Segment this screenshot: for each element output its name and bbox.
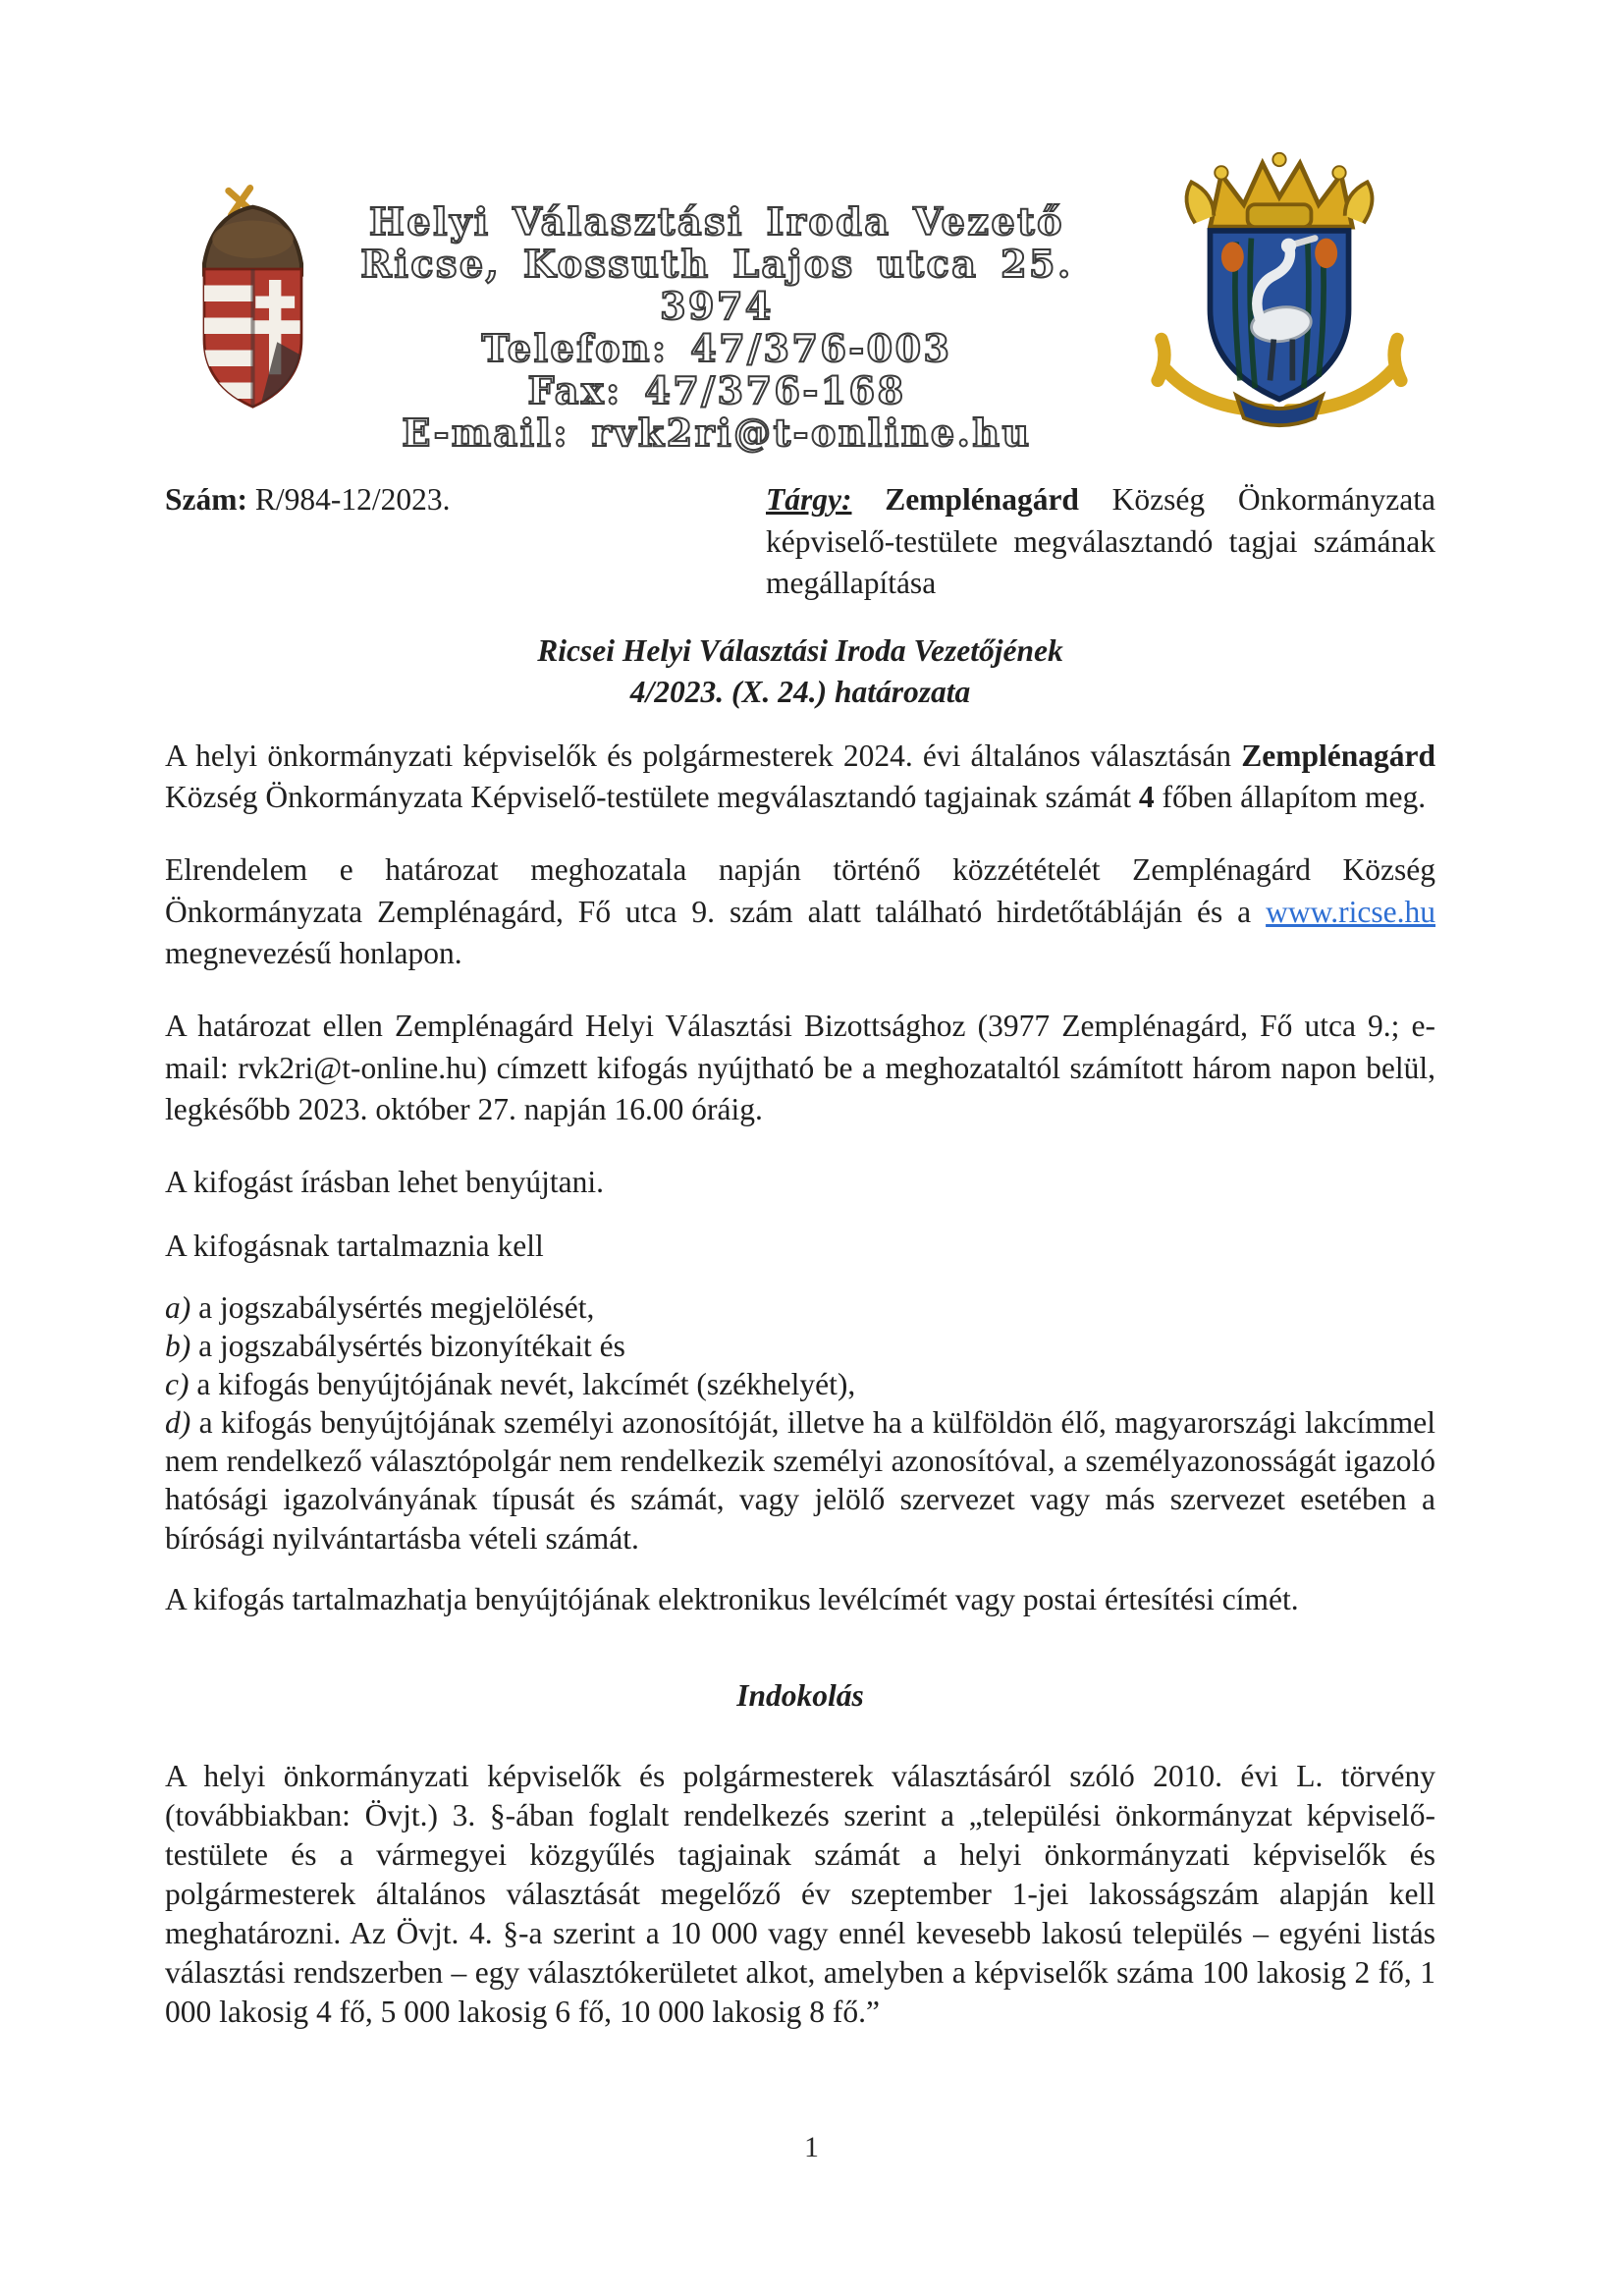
office-title: Helyi Választási Iroda Vezető	[368, 199, 1065, 244]
crown-shape	[1187, 153, 1373, 227]
subject-bold: Zemplénagárd	[885, 482, 1079, 517]
paragraph-must-contain: A kifogásnak tartalmaznia kell	[165, 1228, 544, 1263]
p1-pre: A helyi önkormányzati képviselők és polgármesterek 2024. évi általános választásán	[165, 738, 1232, 773]
fax-line: Fax: 47/376-168	[527, 367, 906, 412]
paragraph-appeal: A határozat ellen Zemplénagárd Helyi Választási Bizottsághoz (3977 Zemplénagárd, Fő utca 9.; e-mail: rvk2ri@t-online.hu) címzett kifogás nyújtható be a meghozataltól számított három napon belül, legkésőbb 2023. október 27. napján 16.00 óráig.	[165, 1009, 1435, 1127]
list-text-b: a jogszabálysértés bizonyítékait és	[198, 1329, 625, 1364]
paragraph-optional-content: A kifogás tartalmazhatja benyújtójának elektronikus levélcímét vagy postai értesítési címét.	[165, 1581, 1299, 1616]
zemplenagard-coat-of-arms	[1137, 130, 1422, 429]
list-item-c	[165, 1365, 1435, 1403]
p1-mid: Község Önkormányzata Képviselő-testülete megválasztandó tagjainak számát	[165, 780, 1132, 815]
office-address: Ricse, Kossuth Lajos utca 25.	[360, 241, 1073, 286]
phone-line: Telefon: 47/376-003	[481, 325, 952, 370]
list-item-d	[165, 1403, 1435, 1557]
paragraph-publication	[165, 849, 1435, 975]
case-number-value: R/984-12/2023.	[254, 482, 451, 517]
justification-heading: Indokolás	[736, 1678, 864, 1714]
email-line: E-mail: rvk2ri@t-online.hu	[402, 410, 1032, 455]
case-number	[165, 479, 451, 521]
list-marker-d: d)	[165, 1405, 191, 1441]
list-item-a	[165, 1288, 1435, 1327]
complaint-requirements-list	[165, 1288, 1435, 1557]
subject-label: Tárgy:	[766, 482, 852, 517]
list-marker-a: a)	[165, 1290, 191, 1326]
list-marker-c: c)	[165, 1367, 189, 1402]
list-item-b	[165, 1327, 1435, 1365]
letterhead	[295, 201, 1139, 455]
list-text-a: a jogszabálysértés megjelölését,	[198, 1290, 595, 1326]
subject-block	[766, 479, 1435, 605]
list-text-c: a kifogás benyújtójának nevét, lakcímét (székhelyét),	[196, 1367, 856, 1402]
p2-post: megnevezésű honlapon.	[165, 936, 462, 971]
paragraph-written-form: A kifogást írásban lehet benyújtani.	[165, 1165, 605, 1200]
document-content	[165, 479, 1435, 2062]
postal-code: 3974	[660, 283, 774, 328]
list-text-d: a kifogás benyújtójának személyi azonosítóját, illetve ha a külföldön élő, magyarországi lakcímmel nem rendelkező választópolgár nem rendelkezik személyi azonosítóval, a személyazonosságát igazoló hatósági igazolványának típusát és számát, vagy jelölő szervezet vagy más szervezet esetében a bírósági nyilvántartásba vételi számát.	[165, 1405, 1436, 1556]
p2-pre: Elrendelem e határozat meghozatala napján történő közzétételét Zemplénagárd Község Önkormányzata Zemplénagárd, Fő utca 9. szám alatt található hirdetőtábláján és a	[165, 852, 1435, 929]
p1-bold-count: 4	[1138, 780, 1155, 815]
p1-bold-municipality: Zemplénagárd	[1241, 738, 1435, 773]
paragraph-justification: A helyi önkormányzati képviselők és polgármesterek választásáról szóló 2010. évi L. törvény (továbbiakban: Övjt.) 3. §-ában foglalt rendelkezés szerint a „települési önkormányzat képviselő-testülete és a vármegyei közgyűlés tagjainak számát a helyi önkormányzati képviselők és polgármesterek általános választását megelőző év szeptember 1-jei lakosságszám alapján kell meghatározni. Az Övjt. 4. §-a szerint a 10 000 vagy ennél kevesebb lakosú település – egyéni listás választási rendszerben – egy választókerületet alkot, amelyben a képviselők száma 100 lakosig 2 fő, 1 000 lakosig 4 fő, 5 000 lakosig 6 fő, 10 000 lakosig 8 fő.”	[165, 1758, 1435, 2029]
ricse-website-link[interactable]: www.ricse.hu	[1266, 894, 1436, 929]
case-number-label: Szám:	[165, 482, 247, 517]
subject-text: Község Önkormányzata képviselő-testülete megválasztandó tagjai számának megállapítása	[766, 482, 1435, 601]
decision-heading-line1: Ricsei Helyi Választási Iroda Vezetőjének	[537, 632, 1063, 668]
p1-post: főben állapítom meg.	[1162, 780, 1427, 815]
reference-row	[165, 479, 1435, 605]
page-number: 1	[804, 2131, 819, 2163]
decision-heading	[165, 630, 1435, 714]
list-marker-b: b)	[165, 1329, 191, 1364]
paragraph-decision	[165, 736, 1435, 819]
decision-heading-line2: 4/2023. (X. 24.) határozata	[629, 675, 971, 710]
